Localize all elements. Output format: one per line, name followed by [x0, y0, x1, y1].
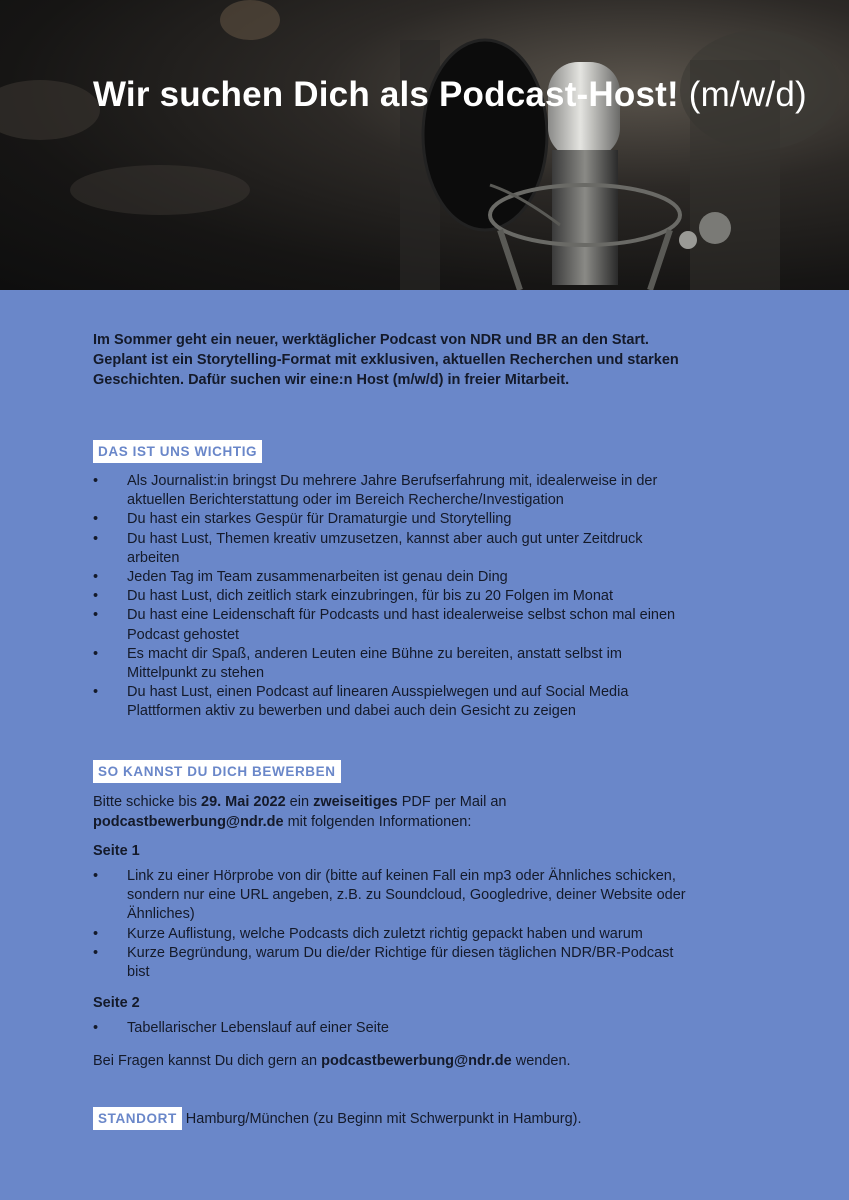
page-title: Wir suchen Dich als Podcast-Host! (m/w/d) [93, 75, 807, 114]
hero-banner [0, 0, 849, 290]
list-item: • Du hast ein starkes Gespür für Dramaturgie und Storytelling [93, 510, 693, 529]
list-item: • Als Journalist:in bringst Du mehrere Jahre Berufserfahrung mit, idealerweise in der aktuellen Berichterstattung oder im Bereich Recherche/Investigation [93, 472, 693, 510]
list-item: • Du hast Lust, einen Podcast auf linearen Ausspielwegen und auf Social Media Plattformen aktiv zu bewerben und dabei auch dein Gesicht zu zeigen [93, 683, 693, 721]
list-item: • Du hast Lust, Themen kreativ umzusetzen, kannst aber auch gut unter Zeitdruck arbeiten [93, 530, 693, 568]
page1-list [93, 867, 693, 982]
list-item: • Du hast Lust, dich zeitlich stark einzubringen, für bis zu 20 Folgen im Monat [93, 587, 693, 606]
list-item: • Jeden Tag im Team zusammenarbeiten ist genau dein Ding [93, 568, 693, 587]
list-item: • Tabellarischer Lebenslauf auf einer Seite [93, 1019, 693, 1038]
microphone-photo [0, 0, 849, 290]
deadline-date: 29. Mai 2022 [201, 794, 286, 810]
application-email-link[interactable]: podcastbewerbung@ndr.de [93, 814, 284, 830]
page1-heading: Seite 1 [93, 843, 140, 859]
section-heading-application: SO KANNST DU DICH BEWERBEN [93, 760, 341, 783]
list-item: • Du hast eine Leidenschaft für Podcasts und hast idealerweise selbst schon mal einen Podcast gehostet [93, 606, 693, 644]
application-instructions: Bitte schicke bis 29. Mai 2022 ein zweiseitiges PDF per Mail an podcastbewerbung@ndr.de mit folgenden Informationen: [93, 794, 507, 830]
questions-email-link[interactable]: podcastbewerbung@ndr.de [321, 1053, 512, 1069]
intro-paragraph: Im Sommer geht ein neuer, werktäglicher Podcast von NDR und BR an den Start. Geplant ist ein Storytelling-Format mit exklusiven, aktuellen Recherchen und starken Geschichten. Dafür suchen wir eine:n Host (m/w/d) in freier Mitarbeit. [93, 332, 679, 388]
page2-list [93, 1019, 693, 1038]
requirements-list [93, 472, 693, 722]
list-item: • Kurze Begründung, warum Du die/der Richtige für diesen täglichen NDR/BR-Podcast bist [93, 944, 693, 982]
list-item: • Es macht dir Spaß, anderen Leuten eine Bühne zu bereiten, anstatt selbst im Mittelpunkt zu stehen [93, 645, 693, 683]
list-item: • Kurze Auflistung, welche Podcasts dich zuletzt richtig gepackt haben und warum [93, 925, 693, 944]
location-text: Hamburg/München (zu Beginn mit Schwerpunkt in Hamburg). [185, 1111, 582, 1127]
location-line [93, 1107, 582, 1130]
location-label: STANDORT [93, 1107, 182, 1130]
page2-heading: Seite 2 [93, 995, 140, 1011]
questions-paragraph: Bei Fragen kannst Du dich gern an podcastbewerbung@ndr.de wenden. [93, 1053, 571, 1069]
pdf-format: zweiseitiges [313, 794, 398, 810]
list-item: • Link zu einer Hörprobe von dir (bitte auf keinen Fall ein mp3 oder Ähnliches schicken, sondern nur eine URL angeben, z.B. zu Soundcloud, Googledrive, deiner Website oder Ähnliches) [93, 867, 693, 925]
section-heading-requirements: DAS IST UNS WICHTIG [93, 440, 262, 463]
